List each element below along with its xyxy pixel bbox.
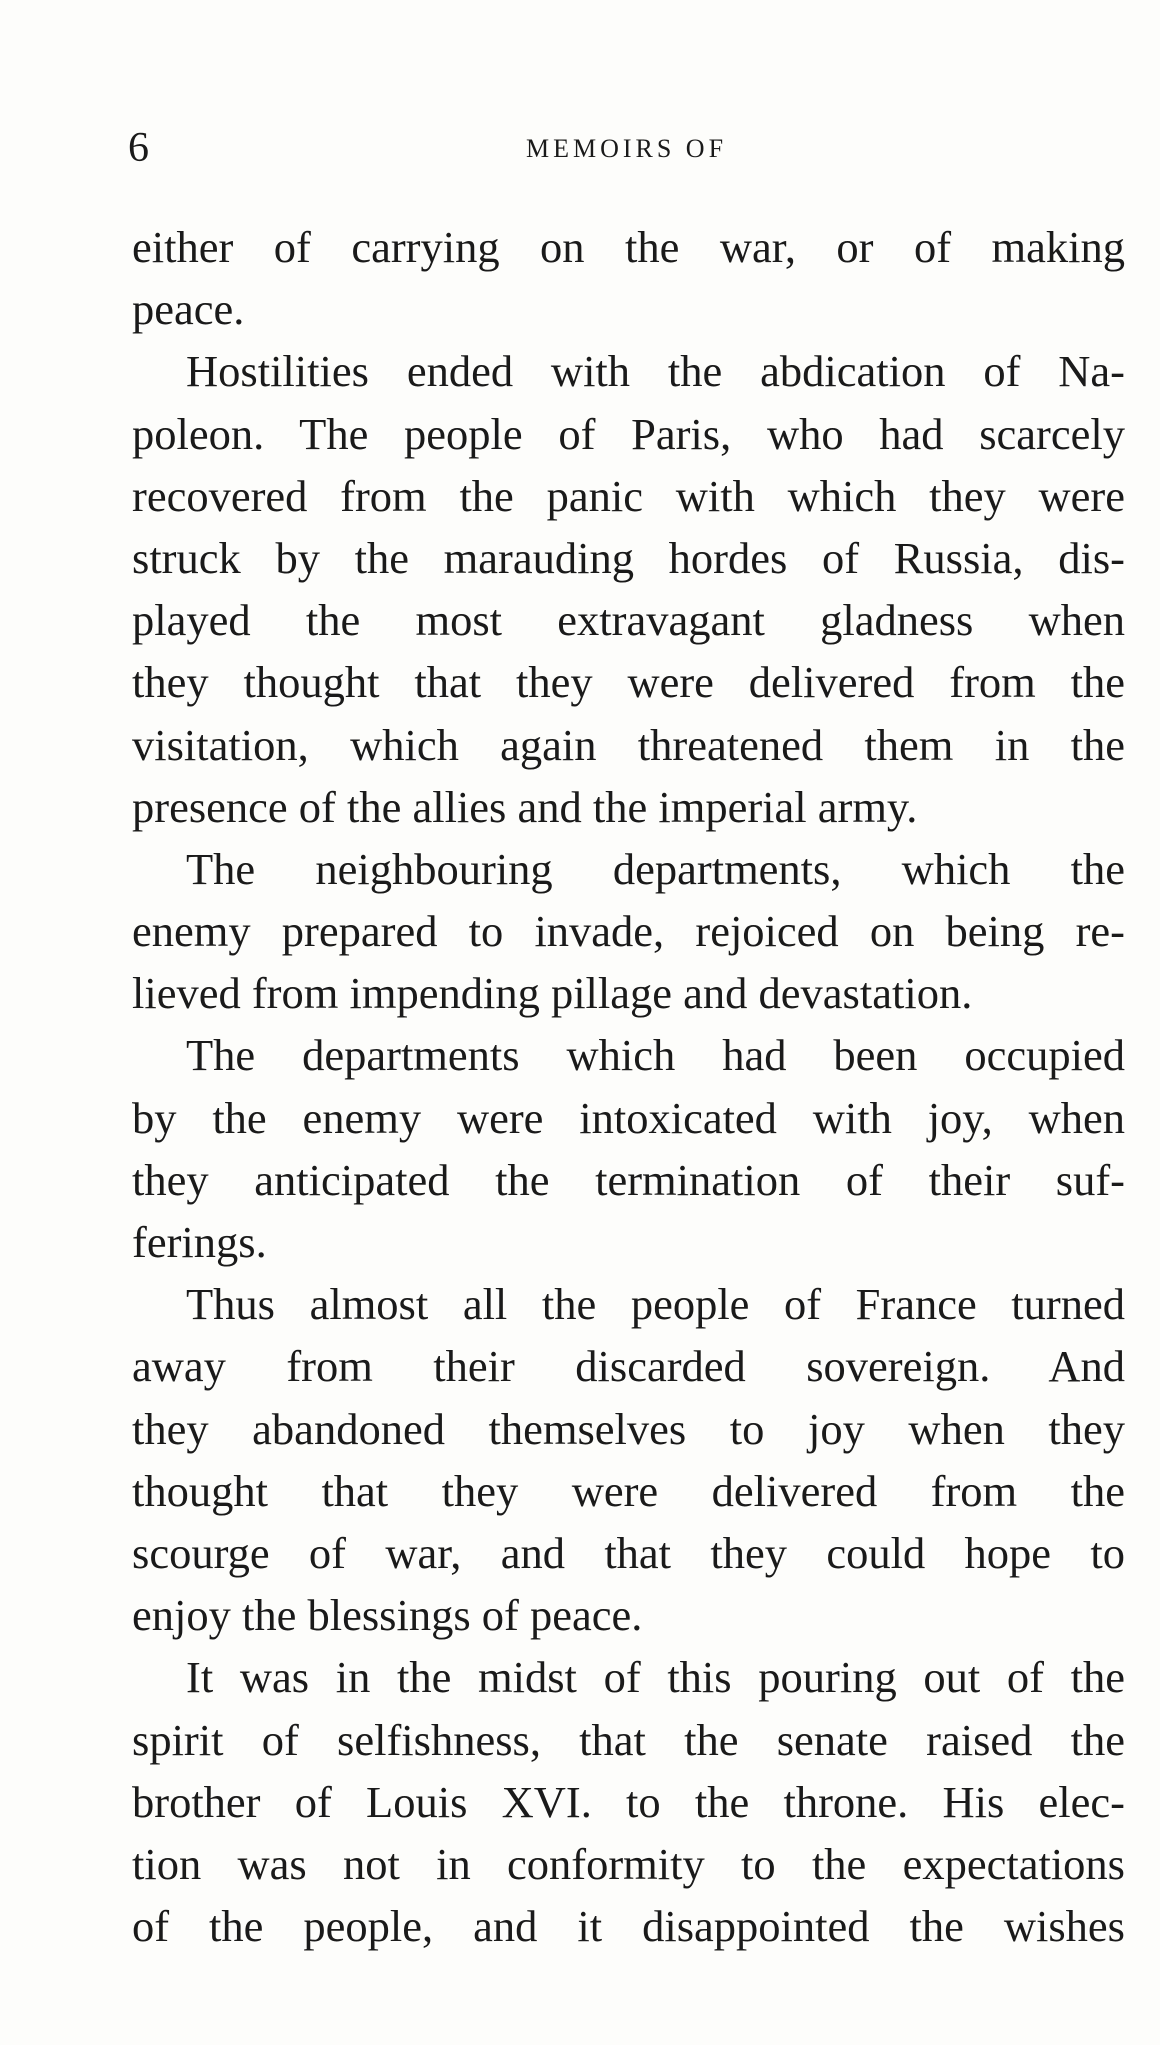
text-line: of the people, and it disappointed the wishes	[132, 1901, 1125, 1952]
text-line: played the most extravagant gladness when	[132, 595, 1125, 646]
text-line: lieved from impending pillage and devastation.	[132, 968, 973, 1019]
text-line: presence of the allies and the imperial army.	[132, 781, 918, 832]
text-line: visitation, which again threatened them in the	[132, 719, 1125, 770]
text-line: they abandoned themselves to joy when they	[132, 1403, 1125, 1454]
text-line: by the enemy were intoxicated with joy, when	[132, 1092, 1125, 1143]
running-head	[128, 126, 1125, 170]
text-line: they thought that they were delivered from the	[132, 657, 1125, 708]
text-line: ferings.	[132, 1217, 267, 1267]
text-line: they anticipated the termination of their suf-	[132, 1154, 1125, 1205]
text-line: enjoy the blessings of peace.	[132, 1590, 643, 1641]
running-title: MEMOIRS OF	[525, 134, 728, 163]
text-line: peace.	[132, 284, 245, 335]
page-number: 6	[128, 125, 149, 171]
text-line: poleon. The people of Paris, who had scarcely	[132, 408, 1125, 459]
text-line: The neighbouring departments, which the	[186, 843, 1125, 894]
text-line: brother of Louis XVI. to the throne. His elec-	[132, 1776, 1125, 1827]
text-line: thought that they were delivered from the	[132, 1465, 1125, 1516]
text-line: away from their discarded sovereign. And	[132, 1341, 1125, 1392]
text-line: It was in the midst of this pouring out of the	[186, 1652, 1125, 1703]
text-line: spirit of selfishness, that the senate raised the	[132, 1714, 1125, 1765]
text-line: enemy prepared to invade, rejoiced on being re-	[132, 906, 1125, 957]
text-line: struck by the marauding hordes of Russia, dis-	[132, 532, 1125, 583]
text-line: tion was not in conformity to the expectations	[132, 1838, 1125, 1889]
text-line: scourge of war, and that they could hope to	[132, 1527, 1125, 1578]
text-line: either of carrying on the war, or of making	[132, 222, 1125, 272]
text-line: recovered from the panic with which they were	[132, 470, 1125, 521]
text-line: Hostilities ended with the abdication of Na-	[186, 346, 1125, 397]
text-line: Thus almost all the people of France turned	[186, 1279, 1125, 1330]
text-line: The departments which had been occupied	[186, 1030, 1125, 1081]
body-text	[132, 216, 1125, 1957]
